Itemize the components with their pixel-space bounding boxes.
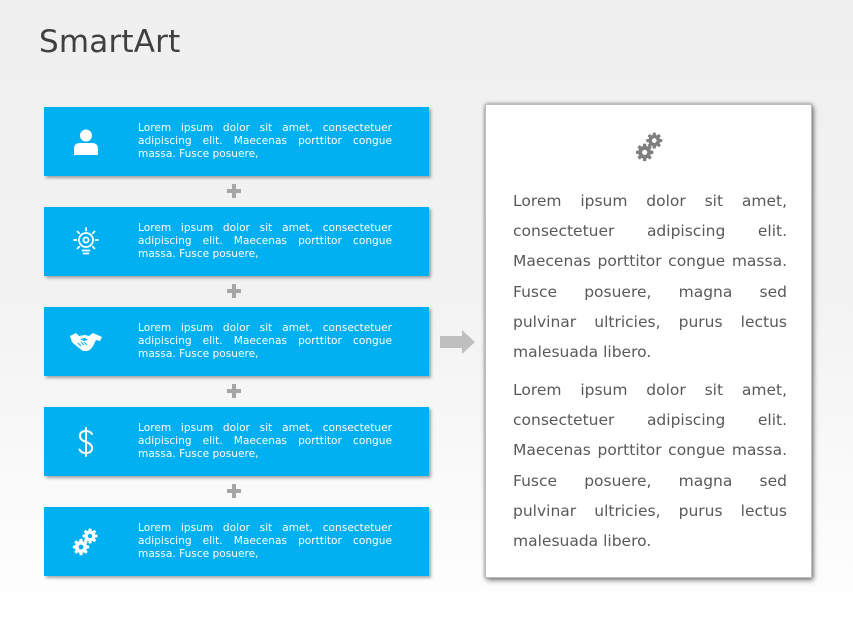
detail-panel [485, 104, 812, 578]
plus-icon [226, 383, 242, 399]
slide-title: SmartArt [39, 24, 181, 60]
dollar-icon [68, 424, 104, 460]
panel-paragraph-1: Lorem ipsum dolor sit amet, consectetuer adipiscing elit. Maecenas porttitor congue massa. Fusce posuere, magna sed pulvinar ultricies, purus lectus malesuada libero. [513, 192, 787, 362]
step-box-5 [44, 507, 429, 576]
plus-icon [226, 283, 242, 299]
step-text: Lorem ipsum dolor sit amet, consectetuer adipiscing elit. Maecenas porttitor congue massa. Fusce posuere, [138, 522, 392, 560]
step-text: Lorem ipsum dolor sit amet, consectetuer adipiscing elit. Maecenas porttitor congue massa. Fusce posuere, [138, 322, 392, 360]
step-box-3 [44, 307, 429, 376]
person-icon [68, 124, 104, 160]
gears-icon [68, 524, 104, 560]
gears-icon [635, 131, 665, 163]
lightbulb-icon [68, 224, 104, 260]
plus-icon [226, 183, 242, 199]
plus-icon [226, 483, 242, 499]
step-box-2 [44, 207, 429, 276]
step-box-1 [44, 107, 429, 176]
handshake-icon [68, 324, 104, 360]
step-text: Lorem ipsum dolor sit amet, consectetuer adipiscing elit. Maecenas porttitor congue massa. Fusce posuere, [138, 222, 392, 260]
right-arrow-icon [440, 330, 476, 354]
step-text: Lorem ipsum dolor sit amet, consectetuer adipiscing elit. Maecenas porttitor congue massa. Fusce posuere, [138, 422, 392, 460]
panel-paragraph-2: Lorem ipsum dolor sit amet, consectetuer adipiscing elit. Maecenas porttitor congue massa. Fusce posuere, magna sed pulvinar ultricies, purus lectus malesuada libero. [513, 381, 787, 551]
step-text: Lorem ipsum dolor sit amet, consectetuer adipiscing elit. Maecenas porttitor congue massa. Fusce posuere, [138, 122, 392, 160]
step-box-4 [44, 407, 429, 476]
